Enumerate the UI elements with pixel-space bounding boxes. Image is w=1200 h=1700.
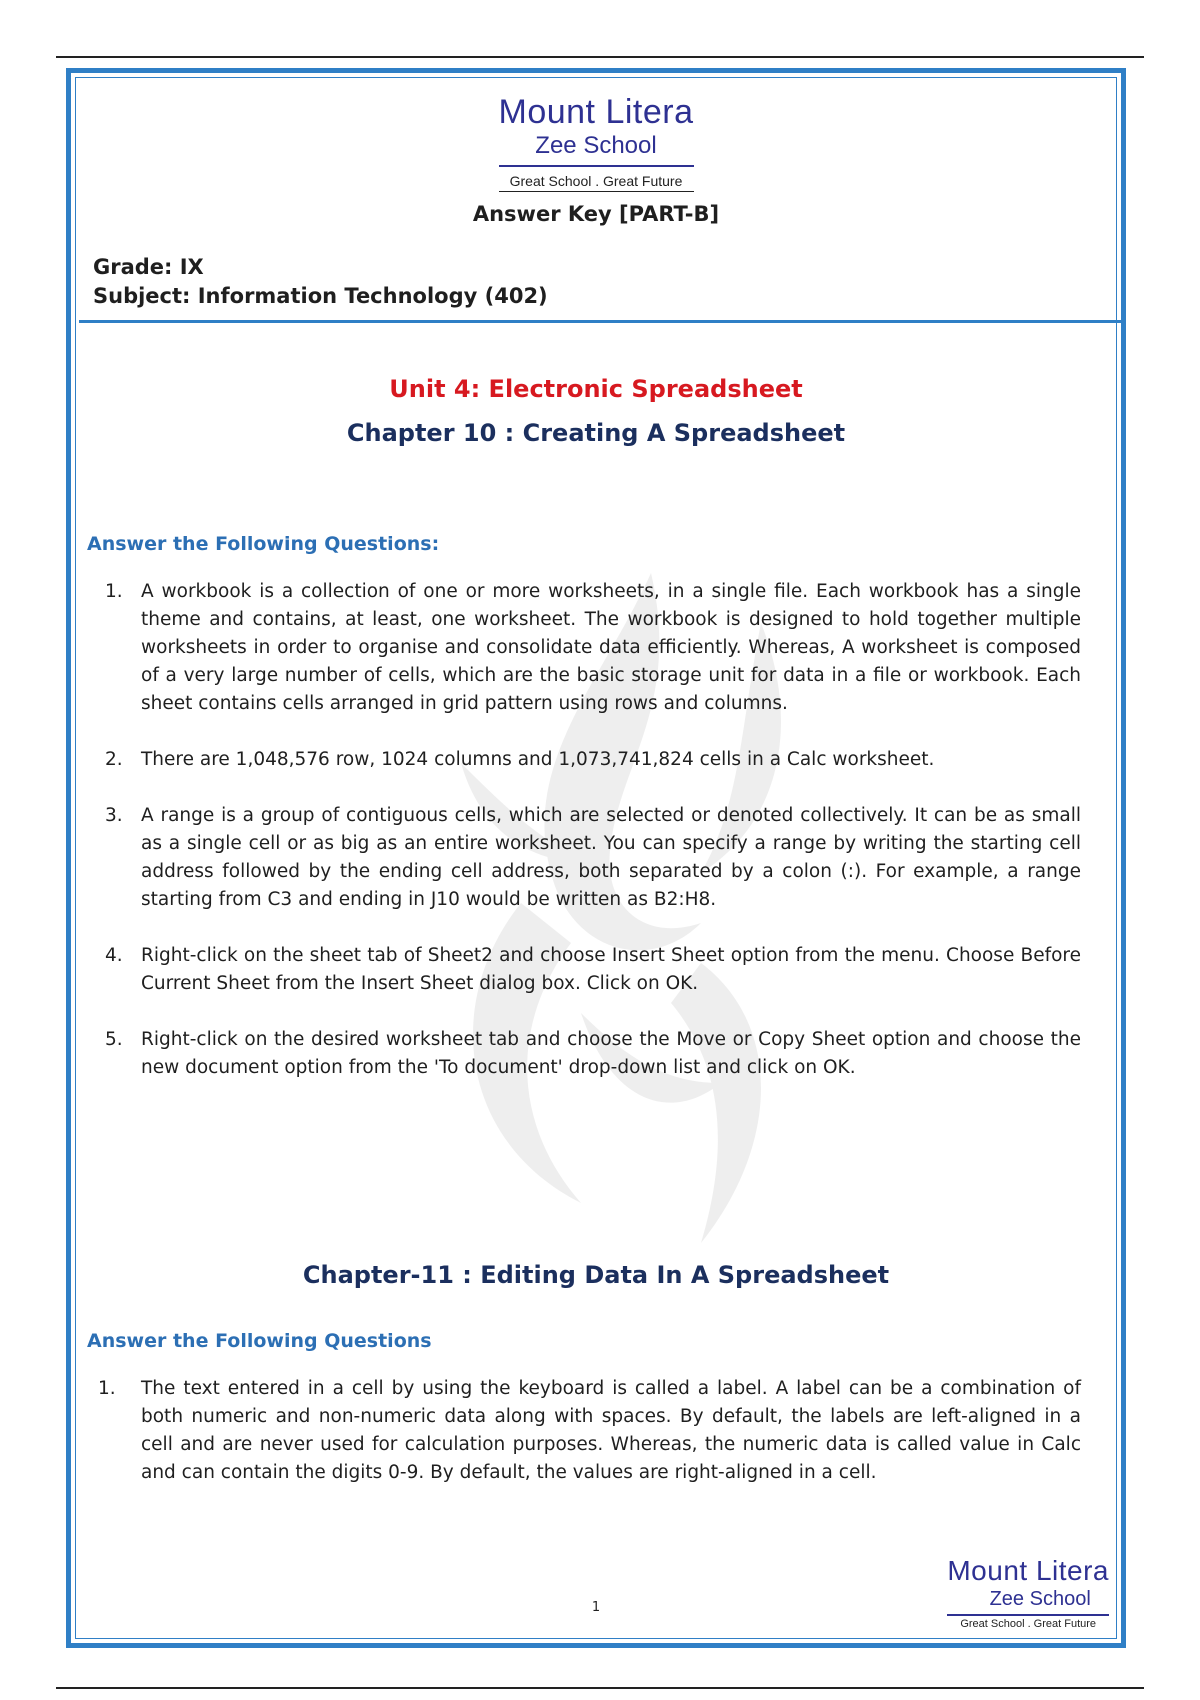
header-divider [79,320,1121,323]
chapter-10-answer-list [105,578,1081,1110]
list-item-number: 1. [105,581,123,602]
chapter-11-title: Chapter-11 : Editing Data In A Spreadsheet [302,1261,890,1289]
top-rule [56,56,1144,58]
list-item-text: A workbook is a collection of one or more worksheets, in a single file. Each workbook has a single theme and contains, at least, one worksheet. The workbook is designed to hold together multiple worksheets in order to organise and consolidate data efficiently. Whereas, A worksheet is composed of a very large number of cells, which are the basic storage unit for data in a file or workbook. Each sheet contains cells arranged in grid pattern using rows and columns. [141,581,1081,714]
list-item [105,1026,1081,1082]
list-item-number: 1. [98,1378,116,1399]
document-header [71,93,1121,226]
bottom-rule [56,1687,1144,1689]
list-item [105,942,1081,998]
chapter-10-section-heading: Answer the Following Questions: [87,533,440,555]
list-item [105,802,1081,914]
footer-logo-name: Mount Litera [947,1555,1109,1586]
footer-logo-tagline: Great School . Great Future [947,1614,1109,1632]
list-item-text: A range is a group of contiguous cells, which are selected or denoted collectively. It can be as small as a single cell or as big as an entire worksheet. You can specify a range by writing the starting cell address followed by the ending cell address, both separated by a colon (:). For example, a range starting from C3 and ending in J10 would be written as B2:H8. [141,805,1081,910]
page-frame [66,68,1126,1648]
page-number: 1 [591,1600,601,1615]
list-item-text: There are 1,048,576 row, 1024 columns and 1,073,741,824 cells in a Calc worksheet. [141,749,935,770]
school-logo [499,93,694,192]
logo-name: Mount Litera [498,93,694,131]
chapter-11-answer-list [98,1375,1081,1515]
list-item [105,578,1081,718]
grade-label: Grade: IX [93,255,204,279]
list-item-number: 3. [105,805,123,826]
chapter-10-title: Chapter 10 : Creating A Spreadsheet [346,419,846,447]
chapter-11-section-heading: Answer the Following Questions [87,1330,432,1352]
logo-sub: Zee School [499,131,694,167]
list-item-text: Right-click on the sheet tab of Sheet2 and choose Insert Sheet option from the menu. Choose Before Current Sheet from the Insert Sheet dialog box. Click on OK. [141,945,1081,994]
logo-tagline: Great School . Great Future [499,167,694,192]
list-item-text: Right-click on the desired worksheet tab and choose the Move or Copy Sheet option and choose the new document option from the 'To document' drop-down list and click on OK. [141,1029,1081,1078]
document-title: Answer Key [PART-B] [472,202,720,226]
list-item-text: The text entered in a cell by using the keyboard is called a label. A label can be a combination of both numeric and non-numeric data along with spaces. By default, the labels are left-aligned in a cell and are never used for calculation purposes. Whereas, the numeric data is called value in Calc and can contain the digits 0-9. By default, the values are right-aligned in a cell. [141,1378,1081,1483]
list-item [105,746,1081,774]
footer-logo-sub: Zee School [989,1588,1091,1610]
list-item [98,1375,1081,1487]
list-item-number: 5. [105,1029,123,1050]
list-item-number: 2. [105,749,123,770]
list-item-number: 4. [105,945,123,966]
unit-title: Unit 4: Electronic Spreadsheet [389,375,803,403]
document-meta [93,253,548,311]
subject-label: Subject: Information Technology (402) [93,284,548,308]
footer-logo [947,1555,1109,1632]
